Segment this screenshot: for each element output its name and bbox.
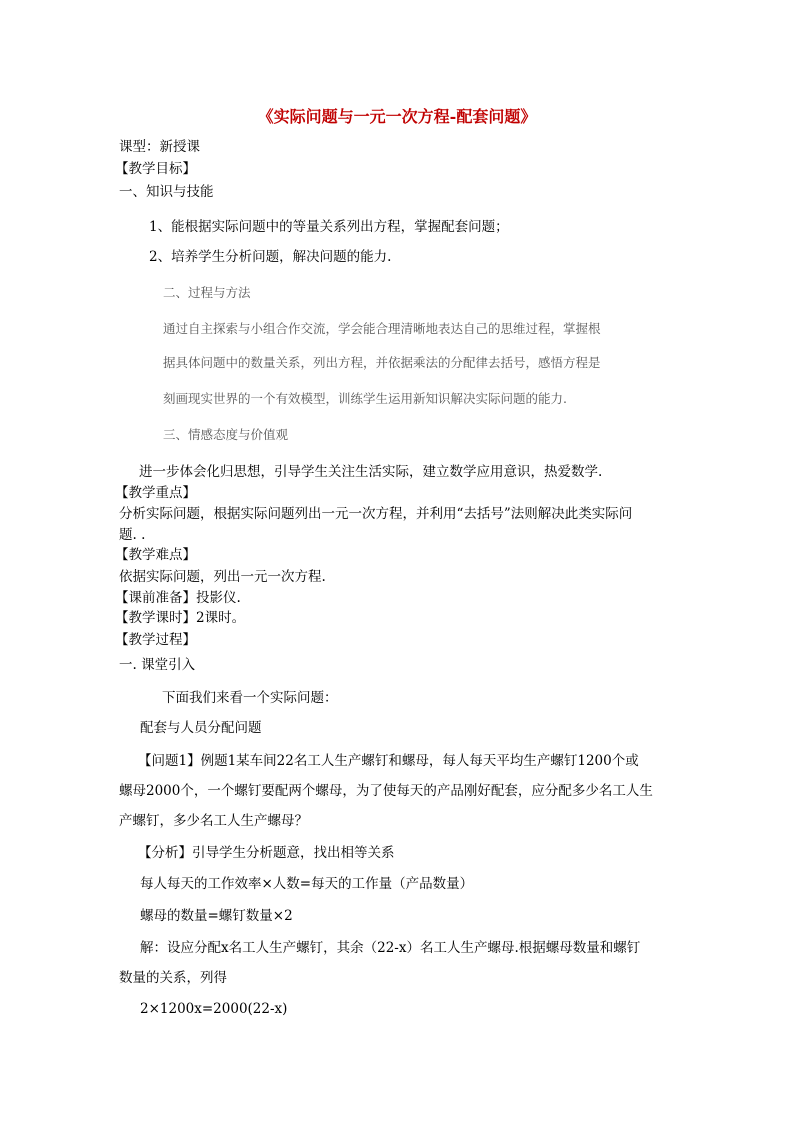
- process-line-2: 据具体问题中的数量关系，列出方程，并依据乘法的分配律去括号，感悟方程是: [163, 355, 601, 370]
- goal-section-attitude: 三、情感态度与价值观: [163, 427, 289, 442]
- process-line-1: 通过自主探索与小组合作交流，学会能合理清晰地表达自己的思维过程，掌握根: [163, 321, 601, 336]
- analysis-line: 【分析】引导学生分析题意，找出相等关系: [138, 845, 395, 861]
- problem-line-3: 产螺钉，多少名工人生产螺母？: [119, 813, 308, 829]
- intro-line: 下面我们来看一个实际问题：: [162, 690, 338, 706]
- goal-section-knowledge: 一、知识与技能: [119, 184, 214, 200]
- goal-item-1: 1、能根据实际问题中的等量关系列出方程，掌握配套问题；: [149, 219, 509, 235]
- difficulty-line: 依据实际问题，列出一元一次方程.: [119, 569, 326, 585]
- relation-line-2: 螺母的数量=螺钉数量×2: [140, 908, 293, 924]
- key-points-line-2: 题. .: [119, 527, 146, 543]
- lesson-type: 课型：新授课: [119, 139, 200, 155]
- relation-line-1: 每人每天的工作效率×人数=每天的工作量（产品数量）: [140, 876, 474, 892]
- equation-line: 2×1200x=2000(22-x): [140, 1001, 288, 1017]
- goals-heading: 【教学目标】: [115, 161, 196, 177]
- problem-line-1: 【问题1】例题1某车间22名工人生产螺钉和螺母，每人每天平均生产螺钉1200个或: [138, 753, 639, 769]
- lesson-hours-line: 【教学课时】2课时。: [115, 610, 246, 626]
- solution-line-2: 数量的关系，列得: [119, 970, 227, 986]
- goal-section-process: 二、过程与方法: [163, 285, 251, 300]
- topic-line: 配套与人员分配问题: [140, 720, 262, 736]
- preparation-line: 【课前准备】投影仪.: [115, 590, 241, 606]
- difficulty-heading: 【教学难点】: [115, 547, 196, 563]
- problem-line-2: 螺母2000个，一个螺钉要配两个螺母，为了使每天的产品刚好配套，应分配多少名工人生: [119, 783, 653, 799]
- process-heading: 【教学过程】: [115, 632, 196, 648]
- document-title: 《实际问题与一元一次方程-配套问题》: [257, 107, 537, 126]
- key-points-heading: 【教学重点】: [115, 485, 196, 501]
- step-1-heading: 一. 课堂引入: [119, 657, 196, 673]
- process-line-3: 刻画现实世界的一个有效模型，训练学生运用新知识解决实际问题的能力.: [163, 391, 567, 406]
- attitude-line: 进一步体会化归思想，引导学生关注生活实际，建立数学应用意识，热爱数学.: [139, 464, 603, 480]
- goal-item-2: 2、培养学生分析问题，解决问题的能力.: [149, 249, 392, 265]
- key-points-line-1: 分析实际问题，根据实际问题列出一元一次方程，并利用“去括号”法则解决此类实际问: [119, 506, 633, 522]
- solution-line-1: 解：设应分配x名工人生产螺钉，其余（22-x）名工人生产螺母.根据螺母数量和螺钉: [140, 940, 641, 956]
